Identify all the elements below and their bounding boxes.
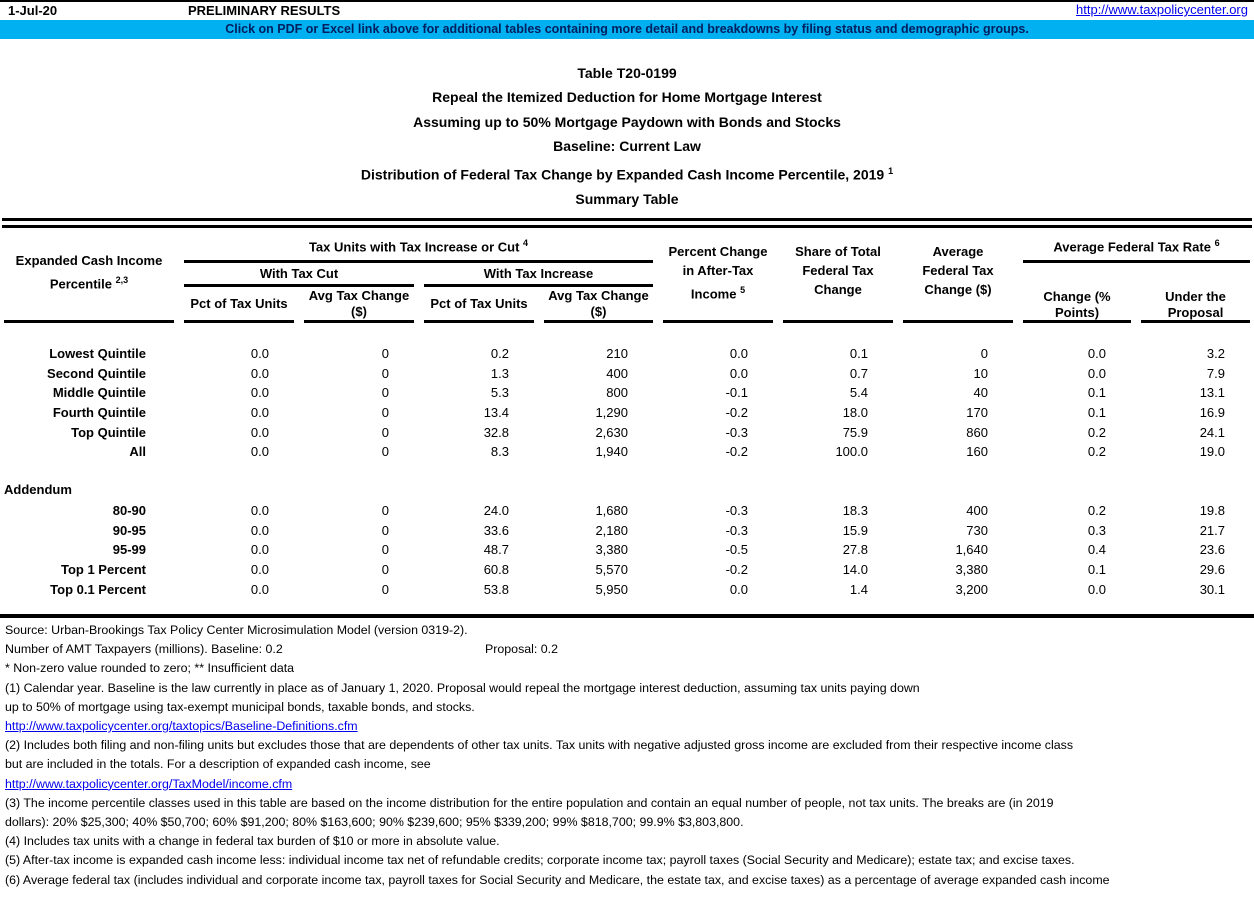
table-cell: 100.0 xyxy=(835,444,868,460)
table-cell: 0.0 xyxy=(729,581,748,597)
table-cell: 0.1 xyxy=(1087,405,1106,421)
table-cell: 33.6 xyxy=(483,522,509,538)
table-cell: 160 xyxy=(966,444,988,460)
col-header-avg-tax-change-increase-unit: ($) xyxy=(590,304,607,319)
table-cell: 0.7 xyxy=(849,365,868,381)
column-rule-1 xyxy=(4,320,174,323)
col-header-avg-tax-change-cut: Avg Tax Change xyxy=(308,288,410,303)
table-top-rule-2 xyxy=(2,225,1252,228)
table-cell: 0.0 xyxy=(250,522,269,538)
table-cell: -0.3 xyxy=(725,503,748,518)
footnote-2-line-1: (2) Includes both filing and non-filing units but excludes those that are dependents of other tax units. Tax units with negative adjusted gross income are excluded from their respective income class xyxy=(5,738,1074,753)
table-cell: 860 xyxy=(966,424,988,440)
footnote-4: (4) Includes tax units with a change in federal tax burden of $10 or more in absolute value. xyxy=(5,834,500,849)
table-bottom-rule xyxy=(0,614,1254,618)
table-cell: 400 xyxy=(966,503,988,518)
column-rule-6 xyxy=(663,320,773,323)
table-row xyxy=(4,423,1250,443)
table-cell: 3,380 xyxy=(595,542,628,558)
table-cell: 2,180 xyxy=(595,522,628,538)
table-cell: 0 xyxy=(381,444,389,460)
table-cell: 7.9 xyxy=(1206,365,1225,381)
table-row xyxy=(4,540,1250,560)
rounding-note: * Non-zero value rounded to zero; ** Insufficient data xyxy=(5,661,295,676)
table-row xyxy=(4,383,1250,403)
table-cell: -0.3 xyxy=(725,522,748,538)
row-label: 95-99 xyxy=(112,542,146,558)
table-cell: 18.3 xyxy=(842,503,868,518)
table-cell: 1.3 xyxy=(490,365,509,381)
col-header-share-total-l2: Federal Tax xyxy=(802,263,874,278)
footer-notes xyxy=(5,621,1254,890)
col-header-avg-fed-change-l1: Average xyxy=(932,244,984,259)
amt-baseline: Number of AMT Taxpayers (millions). Baseline: 0.2 xyxy=(5,642,283,657)
table-cell: 8.3 xyxy=(490,444,509,460)
table-cell: 0.0 xyxy=(250,424,269,440)
group-header-with-tax-cut: With Tax Cut xyxy=(259,266,339,281)
table-cell: 19.0 xyxy=(1199,444,1225,460)
column-rule-3 xyxy=(304,320,414,323)
table-cell: 24.0 xyxy=(483,503,509,518)
group-rule-avg-fed-tax-rate xyxy=(1023,260,1250,263)
table-cell: 0.0 xyxy=(250,346,269,361)
footnote-6: (6) Average federal tax (includes individual and corporate income tax, payroll taxes for Social Security and Medicare, the estate tax, and excise taxes) as a percentage of average expanded cash income xyxy=(5,872,1110,887)
col-header-pct-change-l3: Income $^5$ xyxy=(690,285,746,302)
col-header-pct-change-l2: in After-Tax xyxy=(682,263,754,278)
title-distribution: Distribution of Federal Tax Change by Expanded Cash Income Percentile, 2019 $^1$ xyxy=(360,165,894,183)
title-table-number: Table T20-0199 xyxy=(577,65,677,81)
table-cell: 5.4 xyxy=(849,385,868,401)
table-cell: 23.6 xyxy=(1199,542,1225,558)
column-rule-8 xyxy=(903,320,1013,323)
table-cell: 0.0 xyxy=(1087,365,1106,381)
table-cell: 14.0 xyxy=(842,562,868,578)
table-cell: 15.9 xyxy=(842,522,868,538)
table-cell: 0.0 xyxy=(250,365,269,381)
taxpolicycenter-link[interactable]: http://www.taxpolicycenter.org xyxy=(1076,2,1248,17)
table-cell: 5,570 xyxy=(595,562,628,578)
source-note: Source: Urban-Brookings Tax Policy Center Microsimulation Model (version 0319-2). xyxy=(5,623,468,637)
title-assumption: Assuming up to 50% Mortgage Paydown with Bonds and Stocks xyxy=(413,113,841,130)
row-label: Top Quintile xyxy=(71,424,146,440)
income-definition-link[interactable]: http://www.taxpolicycenter.org/TaxModel/income.cfm xyxy=(5,776,293,791)
table-cell: 0.0 xyxy=(250,503,269,518)
col-header-under-proposal-l1: Under the xyxy=(1165,289,1226,304)
table-cell: 24.1 xyxy=(1199,424,1225,440)
column-rule-7 xyxy=(783,320,893,323)
table-cell: -0.1 xyxy=(725,385,748,401)
table-cell: 29.6 xyxy=(1199,562,1225,578)
table-cell: 0.0 xyxy=(729,346,748,361)
col-header-expanded-cash-income: Expanded Cash Income xyxy=(15,253,163,268)
table-cell: -0.5 xyxy=(725,542,748,558)
title-baseline: Baseline: Current Law xyxy=(553,138,701,155)
table-row xyxy=(4,580,1250,600)
col-header-avg-fed-change-l2: Federal Tax xyxy=(922,263,994,278)
table-cell: 0.2 xyxy=(1087,424,1106,440)
table-cell: 210 xyxy=(606,346,628,361)
footnote-ref-4: 4 xyxy=(523,238,529,248)
row-label: Fourth Quintile xyxy=(52,405,146,421)
table-cell: 13.4 xyxy=(483,405,509,421)
table-cell: 0.0 xyxy=(250,542,269,558)
group-rule-with-tax-cut xyxy=(184,284,414,287)
table-cell: 0 xyxy=(381,562,389,578)
footnote-5: (5) After-tax income is expanded cash income less: individual income tax net of refundable credits; corporate income tax; payroll taxes (Social Security and Medicare); estate tax; and excise taxes. xyxy=(5,853,1075,868)
col-header-under-proposal-l2: Proposal xyxy=(1167,305,1224,320)
table-cell: -0.2 xyxy=(725,405,748,421)
top-rule xyxy=(0,0,1254,2)
table-row xyxy=(4,403,1250,423)
table-cell: 0.0 xyxy=(1087,346,1106,361)
table-cell: 40 xyxy=(973,385,988,401)
footnote-1-line-1: (1) Calendar year. Baseline is the law currently in place as of January 1, 2020. Proposal would repeal the mortgage interest deduction, assuming tax units paying down xyxy=(5,680,920,695)
table-cell: 0 xyxy=(381,522,389,538)
table-cell: 0.0 xyxy=(250,581,269,597)
footnote-1-line-2: up to 50% of mortgage using tax-exempt municipal bonds, taxable bonds, and stocks. xyxy=(5,699,475,714)
table-cell: 0.1 xyxy=(1087,385,1106,401)
col-header-avg-fed-change-l3: Change ($) xyxy=(924,282,992,297)
table-cell: 0.0 xyxy=(729,365,748,381)
row-label: 90-95 xyxy=(112,522,146,538)
column-rule-5 xyxy=(544,320,653,323)
table-cell: 0.1 xyxy=(849,346,868,361)
preliminary-results-label: PRELIMINARY RESULTS xyxy=(188,3,341,18)
table-cell: 0.0 xyxy=(250,444,269,460)
table-cell: 53.8 xyxy=(483,581,509,597)
row-label: All xyxy=(129,444,146,460)
table-cell: 0 xyxy=(381,365,389,381)
table-cell: 1.4 xyxy=(849,581,868,597)
table-cell: 16.9 xyxy=(1199,405,1225,421)
table-cell: -0.3 xyxy=(725,424,748,440)
col-header-pct-tax-units-increase: Pct of Tax Units xyxy=(430,296,528,311)
footnote-ref-6: 6 xyxy=(1214,238,1220,248)
footnote-2-link-line xyxy=(5,775,1254,794)
table-cell: 0 xyxy=(381,424,389,440)
table-row xyxy=(4,442,1250,462)
footnote-ref-2-3: 2,3 xyxy=(115,275,129,285)
table-cell: 800 xyxy=(606,385,628,401)
table-row xyxy=(4,521,1250,541)
table-cell: 3.2 xyxy=(1206,346,1225,361)
title-proposal: Repeal the Itemized Deduction for Home Mortgage Interest xyxy=(432,89,822,106)
col-header-pct-change-l1: Percent Change xyxy=(668,244,768,259)
column-rule-10 xyxy=(1141,320,1250,323)
baseline-definitions-link[interactable]: http://www.taxpolicycenter.org/taxtopics/Baseline-Definitions.cfm xyxy=(5,719,358,734)
table-cell: -0.2 xyxy=(725,444,748,460)
table-cell: 19.8 xyxy=(1199,503,1225,518)
group-rule-with-tax-increase xyxy=(424,284,653,287)
col-header-pct-tax-units-cut: Pct of Tax Units xyxy=(190,296,288,311)
amt-proposal: Proposal: 0.2 xyxy=(485,642,559,657)
table-cell: 10 xyxy=(973,365,988,381)
table-cell: 1,640 xyxy=(955,542,988,558)
col-header-percentile: Percentile $^{2,3}$ xyxy=(49,275,129,292)
table-cell: 0 xyxy=(381,503,389,518)
group-header-with-tax-increase: With Tax Increase xyxy=(483,266,594,281)
table-row xyxy=(4,364,1250,384)
footnote-1-link-line xyxy=(5,717,1254,736)
table-cell: -0.2 xyxy=(725,562,748,578)
table-cell: 0 xyxy=(381,405,389,421)
column-rule-2 xyxy=(184,320,294,323)
row-label: Second Quintile xyxy=(47,365,146,381)
table-cell: 5.3 xyxy=(490,385,509,401)
row-label: Middle Quintile xyxy=(52,385,146,401)
table-cell: 18.0 xyxy=(842,405,868,421)
row-label: Top 0.1 Percent xyxy=(50,581,146,597)
table-cell: 3,380 xyxy=(955,562,988,578)
table-cell: 0.2 xyxy=(490,346,509,361)
table-cell: 1,290 xyxy=(595,405,628,421)
table-cell: 1,940 xyxy=(595,444,628,460)
table-cell: 0.3 xyxy=(1087,522,1106,538)
table-cell: 0.0 xyxy=(250,385,269,401)
table-cell: 75.9 xyxy=(842,424,868,440)
table-cell: 0.0 xyxy=(1087,581,1106,597)
addendum-rows xyxy=(4,501,1250,599)
col-header-share-total-l3: Change xyxy=(814,282,862,297)
row-label: 80-90 xyxy=(112,503,146,518)
col-header-share-total-l1: Share of Total xyxy=(795,244,881,259)
table-top-rule-1 xyxy=(2,218,1252,221)
col-header-avg-tax-change-increase: Avg Tax Change xyxy=(548,288,649,303)
column-rule-9 xyxy=(1023,320,1131,323)
table-cell: 0 xyxy=(381,542,389,558)
footnote-2-line-2: but are included in the totals. For a description of expanded cash income, see xyxy=(5,757,431,772)
table-cell: 5,950 xyxy=(595,581,628,597)
table-cell: 170 xyxy=(966,405,988,421)
table-cell: 1,680 xyxy=(595,503,628,518)
footnote-ref-1: 1 xyxy=(888,165,894,176)
group-header-avg-fed-tax-rate: Average Federal Tax Rate $^6$ xyxy=(1053,238,1220,255)
table-row xyxy=(4,344,1250,364)
date-label: 1-Jul-20 xyxy=(8,3,58,18)
table-cell: 13.1 xyxy=(1199,385,1225,401)
footnote-3-line-1: (3) The income percentile classes used in this table are based on the income distribution for the entire population and contain an equal number of people, not tax units. The breaks are (in 2019 xyxy=(5,795,1054,810)
table-cell: 27.8 xyxy=(842,542,868,558)
table-cell: 0 xyxy=(381,385,389,401)
table-cell: 0 xyxy=(381,346,389,361)
table-cell: 0.4 xyxy=(1087,542,1106,558)
table-cell: 2,630 xyxy=(595,424,628,440)
table-cell: 730 xyxy=(966,522,988,538)
title-block xyxy=(0,61,1254,211)
table-cell: 400 xyxy=(606,365,628,381)
table-cell: 32.8 xyxy=(483,424,509,440)
column-rule-4 xyxy=(424,320,534,323)
table-cell: 21.7 xyxy=(1199,522,1225,538)
col-header-change-points-l2: Points) xyxy=(1054,305,1100,320)
col-header-change-points-l1: Change (% xyxy=(1043,289,1111,304)
info-banner: Click on PDF or Excel link above for additional tables containing more detail and breakdowns by filing status and demographic groups. xyxy=(0,20,1254,39)
footnote-3-line-2: dollars): 20% $25,300; 40% $50,700; 60% $91,200; 80% $163,600; 90% $239,600; 95% $339,200; 99% $818,700; 99.9% $3,803,800. xyxy=(5,815,744,830)
table-cell: 0.2 xyxy=(1087,444,1106,460)
table-cell: 30.1 xyxy=(1199,581,1225,597)
table-cell: 60.8 xyxy=(483,562,509,578)
table-cell: 48.7 xyxy=(483,542,509,558)
table-cell: 0 xyxy=(980,346,988,361)
table-cell: 0.0 xyxy=(250,562,269,578)
table-row xyxy=(4,560,1250,580)
addendum-label: Addendum xyxy=(4,482,72,497)
amt-taxpayers-line xyxy=(5,640,1254,659)
table-row xyxy=(4,501,1250,521)
main-rows xyxy=(4,344,1250,462)
table-cell: 0.0 xyxy=(250,405,269,421)
row-label: Lowest Quintile xyxy=(49,346,146,361)
group-header-tax-units: Tax Units with Tax Increase or Cut $^4$ xyxy=(308,238,529,255)
table-cell: 0 xyxy=(381,581,389,597)
title-summary: Summary Table xyxy=(575,190,679,207)
row-label: Top 1 Percent xyxy=(60,562,146,578)
col-header-avg-tax-change-cut-unit: ($) xyxy=(351,304,367,319)
table-cell: 0.1 xyxy=(1087,562,1106,578)
table-cell: 0.2 xyxy=(1087,503,1106,518)
table-cell: 3,200 xyxy=(955,581,988,597)
group-rule-tax-units xyxy=(184,260,653,263)
footnote-ref-5: 5 xyxy=(740,285,746,295)
